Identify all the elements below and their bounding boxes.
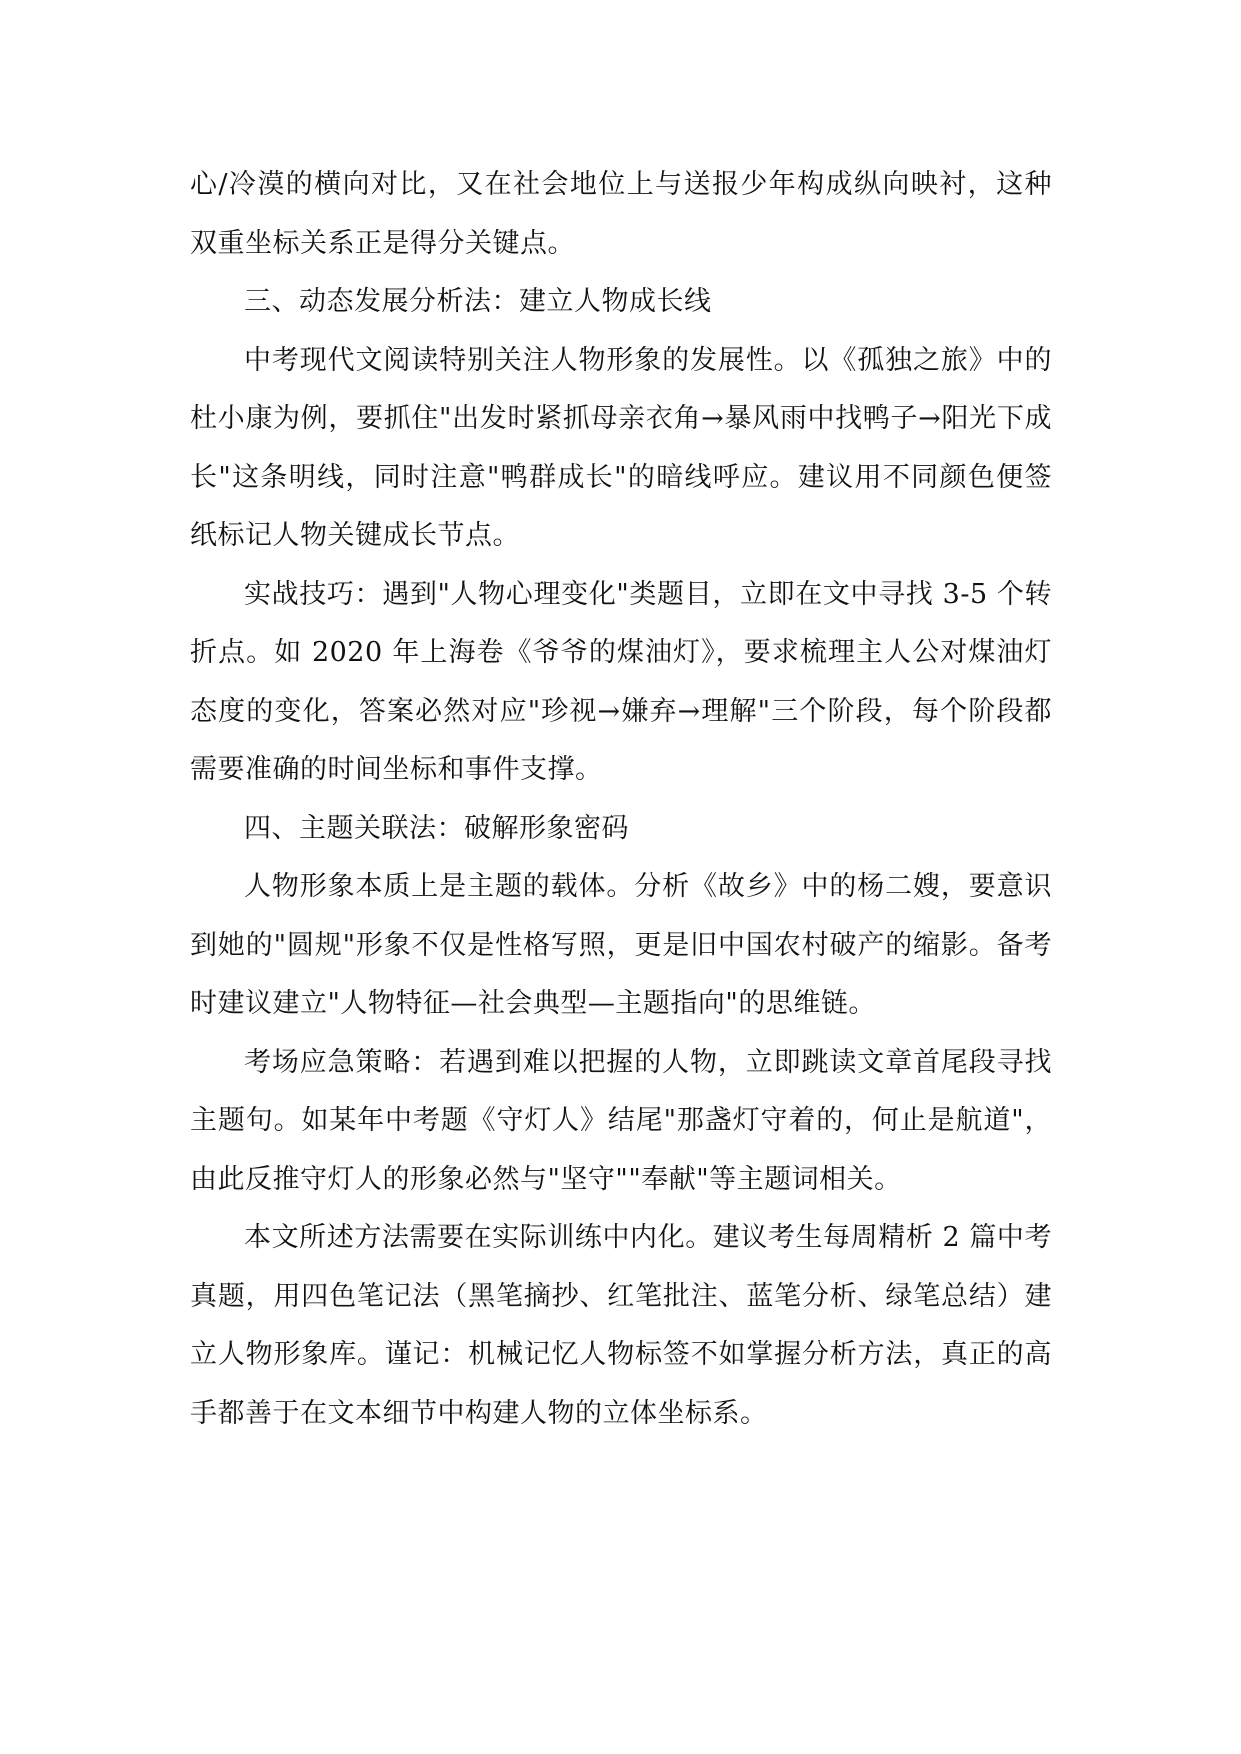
paragraph: 人物形象本质上是主题的载体。分析《故乡》中的杨二嫂，要意识到她的"圆规"形象不仅是性格写照，更是旧中国农村破产的缩影。备考时建议建立"人物特征—社会典型—主题指向"的思维链。 [190, 871, 1052, 1019]
document-body [190, 156, 1052, 1443]
section-heading-3: 三、动态发展分析法：建立人物成长线 [244, 286, 712, 317]
paragraph: 中考现代文阅读特别关注人物形象的发展性。以《孤独之旅》中的杜小康为例，要抓住"出发时紧抓母亲衣角→暴风雨中找鸭子→阳光下成长"这条明线，同时注意"鸭群成长"的暗线呼应。建议用不同颜色便签纸标记人物关键成长节点。 [190, 344, 1052, 551]
paragraph: 考场应急策略：若遇到难以把握的人物，立即跳读文章首尾段寻找主题句。如某年中考题《守灯人》结尾"那盏灯守着的，何止是航道"，由此反推守灯人的形象必然与"坚守""奉献"等主题词相关。 [190, 1046, 1052, 1195]
paragraph: 实战技巧：遇到"人物心理变化"类题目，立即在文中寻找 3-5 个转折点。如 2020 年上海卷《爷爷的煤油灯》，要求梳理主人公对煤油灯态度的变化，答案必然对应"珍视→嫌弃→理解"三个阶段，每个阶段都需要准确的时间坐标和事件支撑。 [190, 578, 1052, 785]
paragraph-continuation: 心/冷漠的横向对比，又在社会地位上与送报少年构成纵向映衬，这种双重坐标关系正是得分关键点。 [190, 169, 1052, 259]
section-heading-4: 四、主题关联法：破解形象密码 [244, 812, 629, 844]
paragraph-conclusion: 本文所述方法需要在实际训练中内化。建议考生每周精析 2 篇中考真题，用四色笔记法（黑笔摘抄、红笔批注、蓝笔分析、绿笔总结）建立人物形象库。谨记：机械记忆人物标签不如掌握分析方法，真正的高手都善于在文本细节中构建人物的立体坐标系。 [190, 1222, 1052, 1429]
